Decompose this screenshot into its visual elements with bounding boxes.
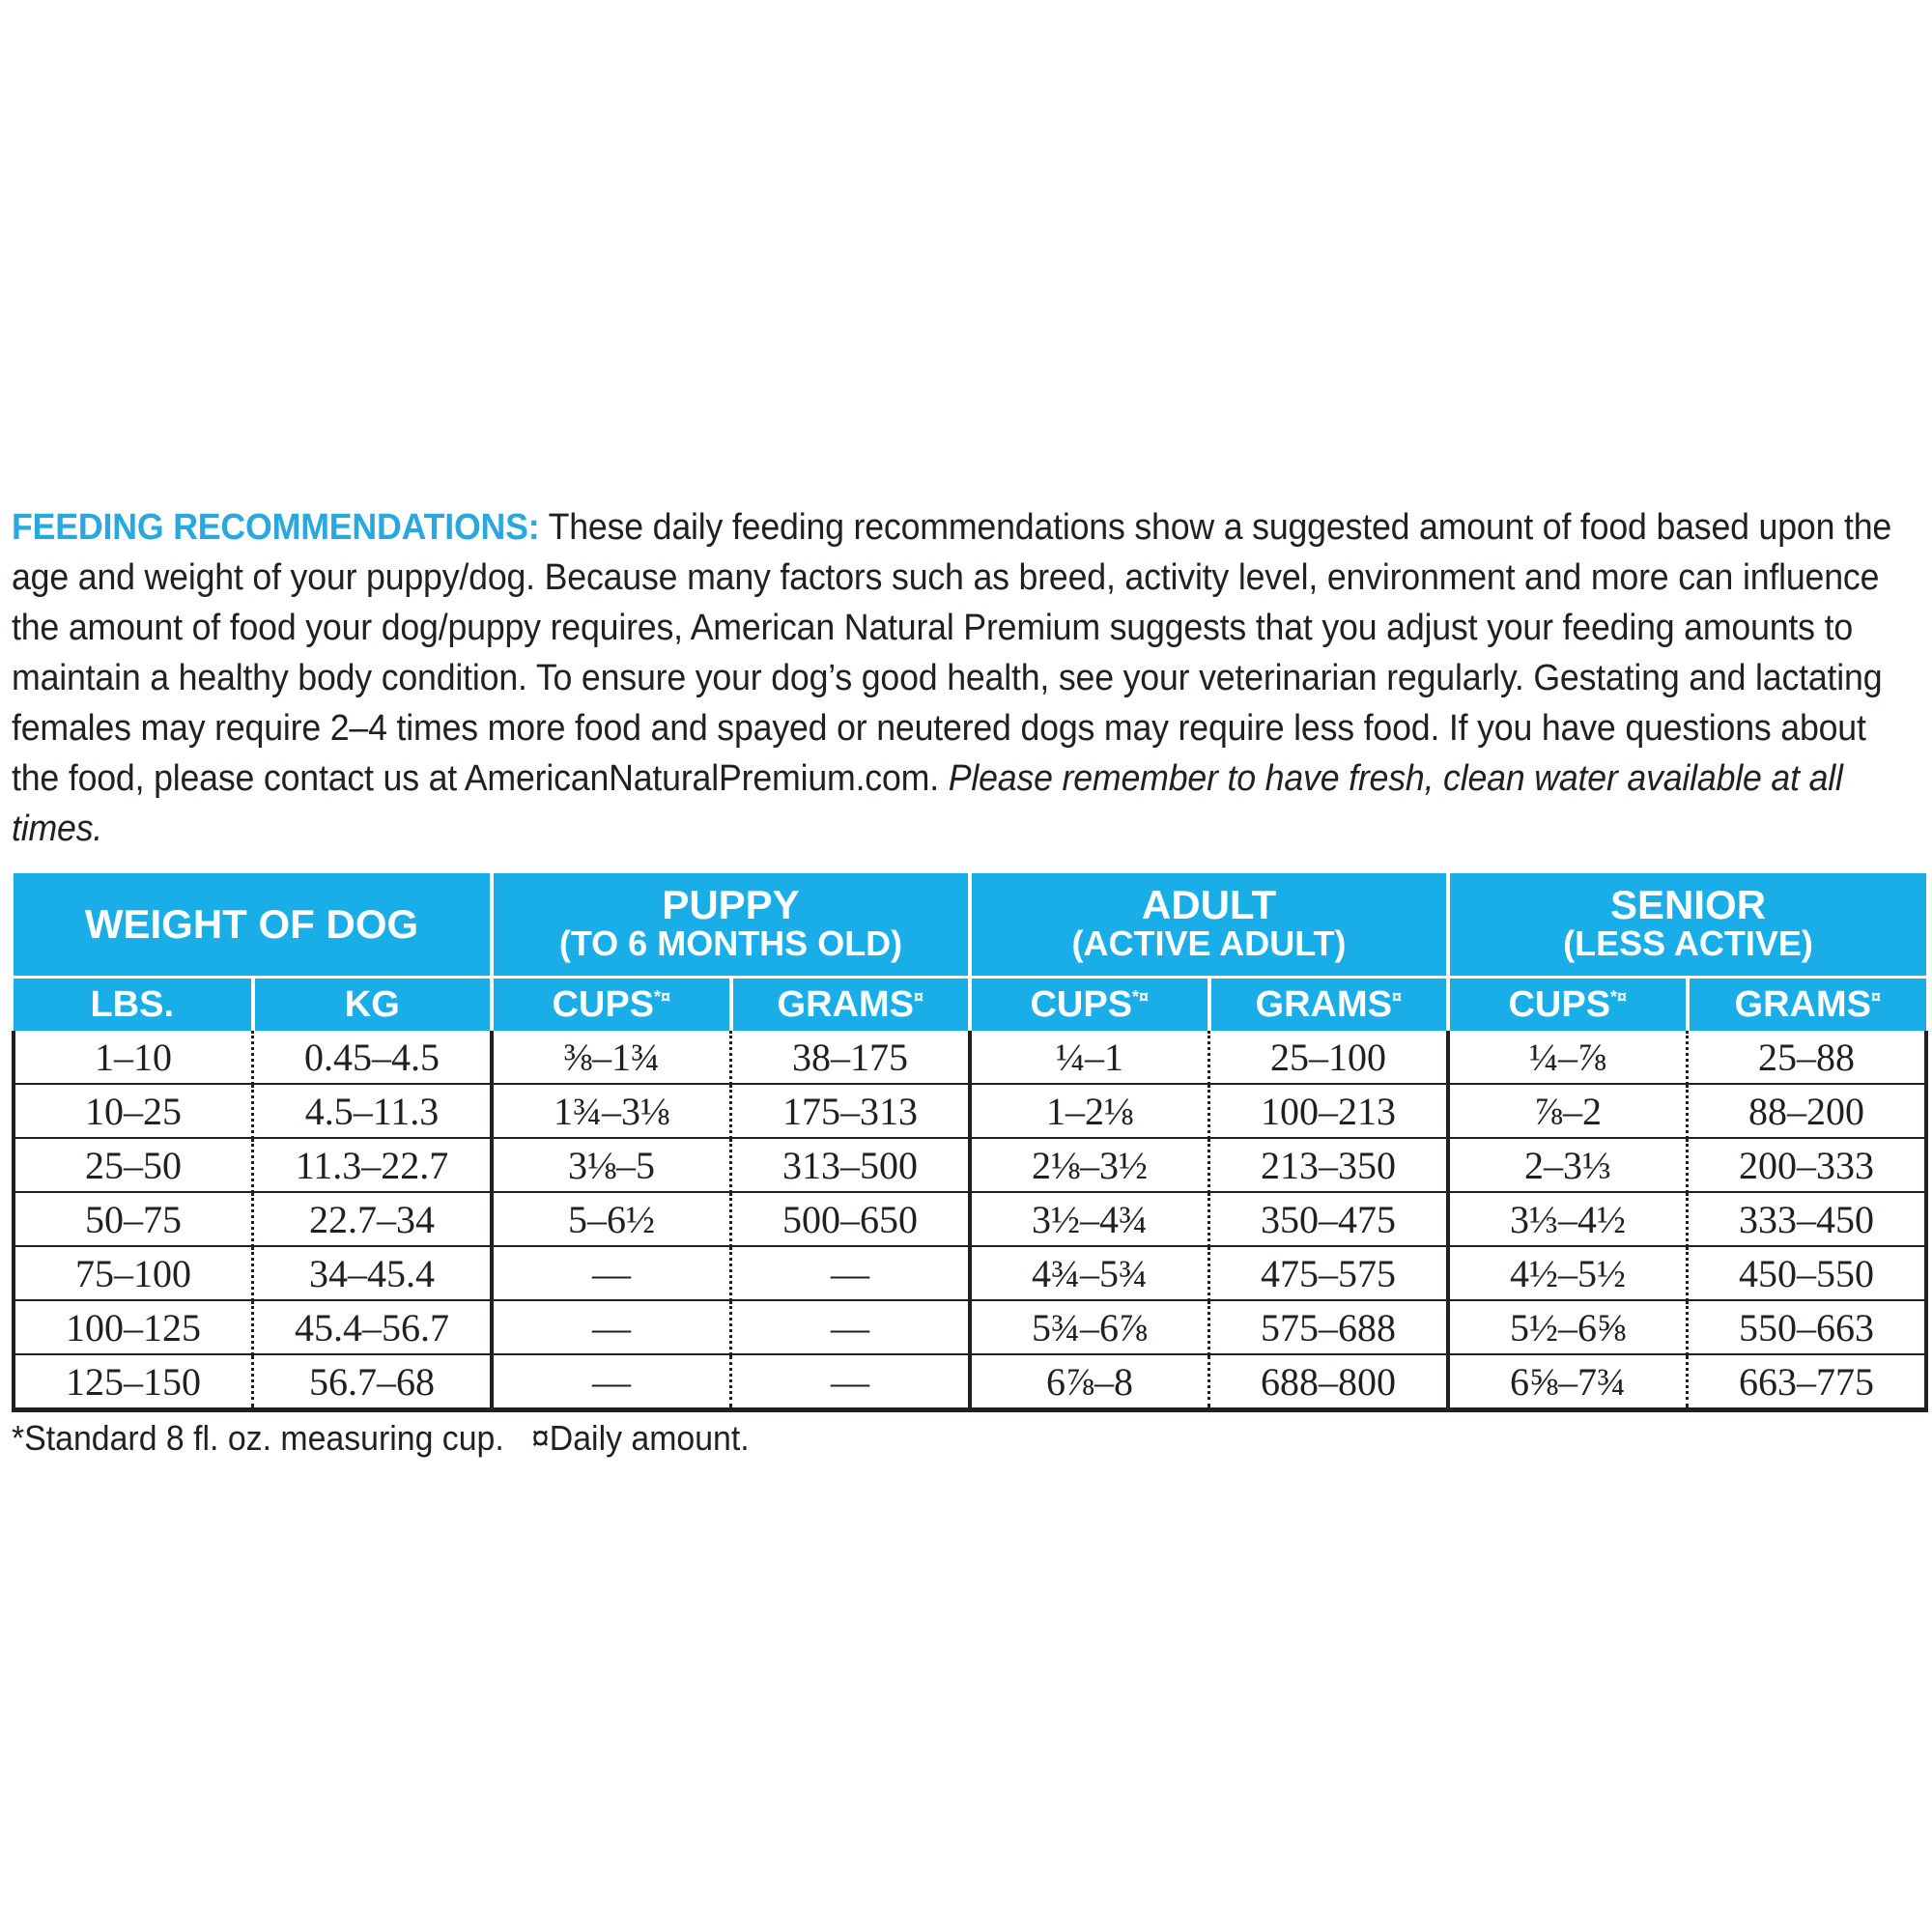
adult-header bbox=[970, 873, 1448, 978]
puppy-title: PUPPY bbox=[662, 882, 800, 927]
lbs-column-header: LBS. bbox=[14, 978, 253, 1032]
grams-label: GRAMS bbox=[1255, 983, 1392, 1025]
puppy-grams-cell: 175–313 bbox=[731, 1084, 971, 1138]
adult-grams-cell: 475–575 bbox=[1209, 1246, 1449, 1300]
table-row bbox=[14, 1246, 1926, 1300]
cups-footnote-mark: *¤ bbox=[654, 986, 671, 1007]
adult-cups-cell: 1–2⅛ bbox=[970, 1084, 1209, 1138]
kg-cell: 56.7–68 bbox=[253, 1354, 493, 1410]
senior-grams-cell: 450–550 bbox=[1688, 1246, 1927, 1300]
senior-cups-cell: 2–3⅓ bbox=[1448, 1138, 1688, 1192]
intro-closing: Please remember to have fresh, clean water available at all times. bbox=[12, 758, 1843, 849]
lbs-cell: 75–100 bbox=[14, 1246, 253, 1300]
table-row bbox=[14, 1354, 1926, 1410]
grams-footnote-mark: ¤ bbox=[1870, 986, 1881, 1007]
puppy-cups-cell: 5–6½ bbox=[492, 1192, 731, 1246]
weight-of-dog-header: WEIGHT OF DOG bbox=[14, 873, 492, 978]
table-row bbox=[14, 1031, 1926, 1084]
grams-footnote-mark: ¤ bbox=[1391, 986, 1402, 1007]
senior-cups-cell: 3⅓–4½ bbox=[1448, 1192, 1688, 1246]
adult-grams-cell: 350–475 bbox=[1209, 1192, 1449, 1246]
lbs-cell: 125–150 bbox=[14, 1354, 253, 1410]
cups-label: CUPS bbox=[552, 983, 655, 1025]
senior-cups-cell: ⅞–2 bbox=[1448, 1084, 1688, 1138]
puppy-cups-cell: 1¾–3⅛ bbox=[492, 1084, 731, 1138]
senior-grams-column-header bbox=[1688, 978, 1927, 1032]
lbs-cell: 10–25 bbox=[14, 1084, 253, 1138]
senior-title: SENIOR bbox=[1610, 882, 1767, 927]
puppy-cups-cell: ⅜–1¾ bbox=[492, 1031, 731, 1084]
kg-cell: 0.45–4.5 bbox=[253, 1031, 493, 1084]
table-group-header-row bbox=[14, 873, 1926, 978]
puppy-grams-cell: — bbox=[731, 1354, 971, 1410]
kg-cell: 45.4–56.7 bbox=[253, 1300, 493, 1354]
senior-subtitle: (LESS ACTIVE) bbox=[1563, 923, 1813, 963]
adult-grams-column-header bbox=[1209, 978, 1449, 1032]
puppy-header bbox=[492, 873, 970, 978]
puppy-cups-cell: 3⅛–5 bbox=[492, 1138, 731, 1192]
adult-grams-cell: 575–688 bbox=[1209, 1300, 1449, 1354]
puppy-grams-cell: 313–500 bbox=[731, 1138, 971, 1192]
senior-cups-cell: ¼–⅞ bbox=[1448, 1031, 1688, 1084]
adult-grams-cell: 688–800 bbox=[1209, 1354, 1449, 1410]
feeding-recommendations-text bbox=[12, 502, 1918, 854]
kg-cell: 11.3–22.7 bbox=[253, 1138, 493, 1192]
grams-label: GRAMS bbox=[1734, 983, 1871, 1025]
puppy-grams-column-header bbox=[731, 978, 971, 1032]
puppy-cups-cell: — bbox=[492, 1354, 731, 1410]
adult-cups-cell: 6⅞–8 bbox=[970, 1354, 1209, 1410]
feeding-table-wrapper bbox=[12, 873, 1924, 1412]
adult-grams-cell: 213–350 bbox=[1209, 1138, 1449, 1192]
adult-cups-cell: 4¾–5¾ bbox=[970, 1246, 1209, 1300]
senior-grams-cell: 25–88 bbox=[1688, 1031, 1927, 1084]
cups-footnote-mark: *¤ bbox=[1610, 986, 1628, 1007]
lbs-cell: 1–10 bbox=[14, 1031, 253, 1084]
table-row bbox=[14, 1138, 1926, 1192]
senior-grams-cell: 88–200 bbox=[1688, 1084, 1927, 1138]
intro-lead: FEEDING RECOMMENDATIONS: bbox=[12, 507, 540, 548]
adult-cups-cell: 5¾–6⅞ bbox=[970, 1300, 1209, 1354]
puppy-grams-cell: 38–175 bbox=[731, 1031, 971, 1084]
adult-title: ADULT bbox=[1141, 882, 1277, 927]
senior-grams-cell: 663–775 bbox=[1688, 1354, 1927, 1410]
senior-grams-cell: 333–450 bbox=[1688, 1192, 1927, 1246]
lbs-cell: 25–50 bbox=[14, 1138, 253, 1192]
table-row bbox=[14, 1084, 1926, 1138]
cups-footnote-mark: *¤ bbox=[1132, 986, 1150, 1007]
adult-cups-column-header bbox=[970, 978, 1209, 1032]
kg-cell: 34–45.4 bbox=[253, 1246, 493, 1300]
senior-cups-cell: 4½–5½ bbox=[1448, 1246, 1688, 1300]
senior-grams-cell: 200–333 bbox=[1688, 1138, 1927, 1192]
table-footnote: *Standard 8 fl. oz. measuring cup. ¤Daily amount. bbox=[12, 1418, 750, 1458]
table-row bbox=[14, 1192, 1926, 1246]
table-column-header-row bbox=[14, 978, 1926, 1032]
lbs-cell: 50–75 bbox=[14, 1192, 253, 1246]
puppy-grams-cell: — bbox=[731, 1300, 971, 1354]
cups-label: CUPS bbox=[1508, 983, 1611, 1025]
puppy-cups-cell: — bbox=[492, 1246, 731, 1300]
puppy-subtitle: (TO 6 MONTHS OLD) bbox=[558, 923, 903, 963]
senior-header bbox=[1448, 873, 1926, 978]
table-row bbox=[14, 1300, 1926, 1354]
adult-grams-cell: 25–100 bbox=[1209, 1031, 1449, 1084]
intro-body: These daily feeding recommendations show a suggested amount of food based upon the age and weight of your puppy/dog. Because many factors such as breed, activity level, environment and more can influence the amount of food your dog/puppy requires, American Natural Premium suggests that you adjust your feeding amounts to maintain a healthy body condition. To ensure your dog’s good health, see your veterinarian regularly. Gestating and lactating females may require 2–4 times more food and spayed or neutered dogs may require less food. If you have questions about the food, please contact us at AmericanNaturalPremium.com. bbox=[12, 507, 1892, 799]
senior-grams-cell: 550–663 bbox=[1688, 1300, 1927, 1354]
puppy-grams-cell: — bbox=[731, 1246, 971, 1300]
adult-subtitle: (ACTIVE ADULT) bbox=[1071, 923, 1347, 963]
grams-label: GRAMS bbox=[777, 983, 914, 1025]
adult-cups-cell: 2⅛–3½ bbox=[970, 1138, 1209, 1192]
senior-cups-column-header bbox=[1448, 978, 1688, 1032]
kg-cell: 4.5–11.3 bbox=[253, 1084, 493, 1138]
adult-cups-cell: 3½–4¾ bbox=[970, 1192, 1209, 1246]
adult-cups-cell: ¼–1 bbox=[970, 1031, 1209, 1084]
adult-grams-cell: 100–213 bbox=[1209, 1084, 1449, 1138]
feeding-table bbox=[12, 873, 1928, 1412]
puppy-grams-cell: 500–650 bbox=[731, 1192, 971, 1246]
senior-cups-cell: 6⅝–7¾ bbox=[1448, 1354, 1688, 1410]
puppy-cups-column-header bbox=[492, 978, 731, 1032]
grams-footnote-mark: ¤ bbox=[913, 986, 923, 1007]
cups-label: CUPS bbox=[1030, 983, 1133, 1025]
kg-column-header: KG bbox=[253, 978, 493, 1032]
senior-cups-cell: 5½–6⅝ bbox=[1448, 1300, 1688, 1354]
kg-cell: 22.7–34 bbox=[253, 1192, 493, 1246]
lbs-cell: 100–125 bbox=[14, 1300, 253, 1354]
puppy-cups-cell: — bbox=[492, 1300, 731, 1354]
